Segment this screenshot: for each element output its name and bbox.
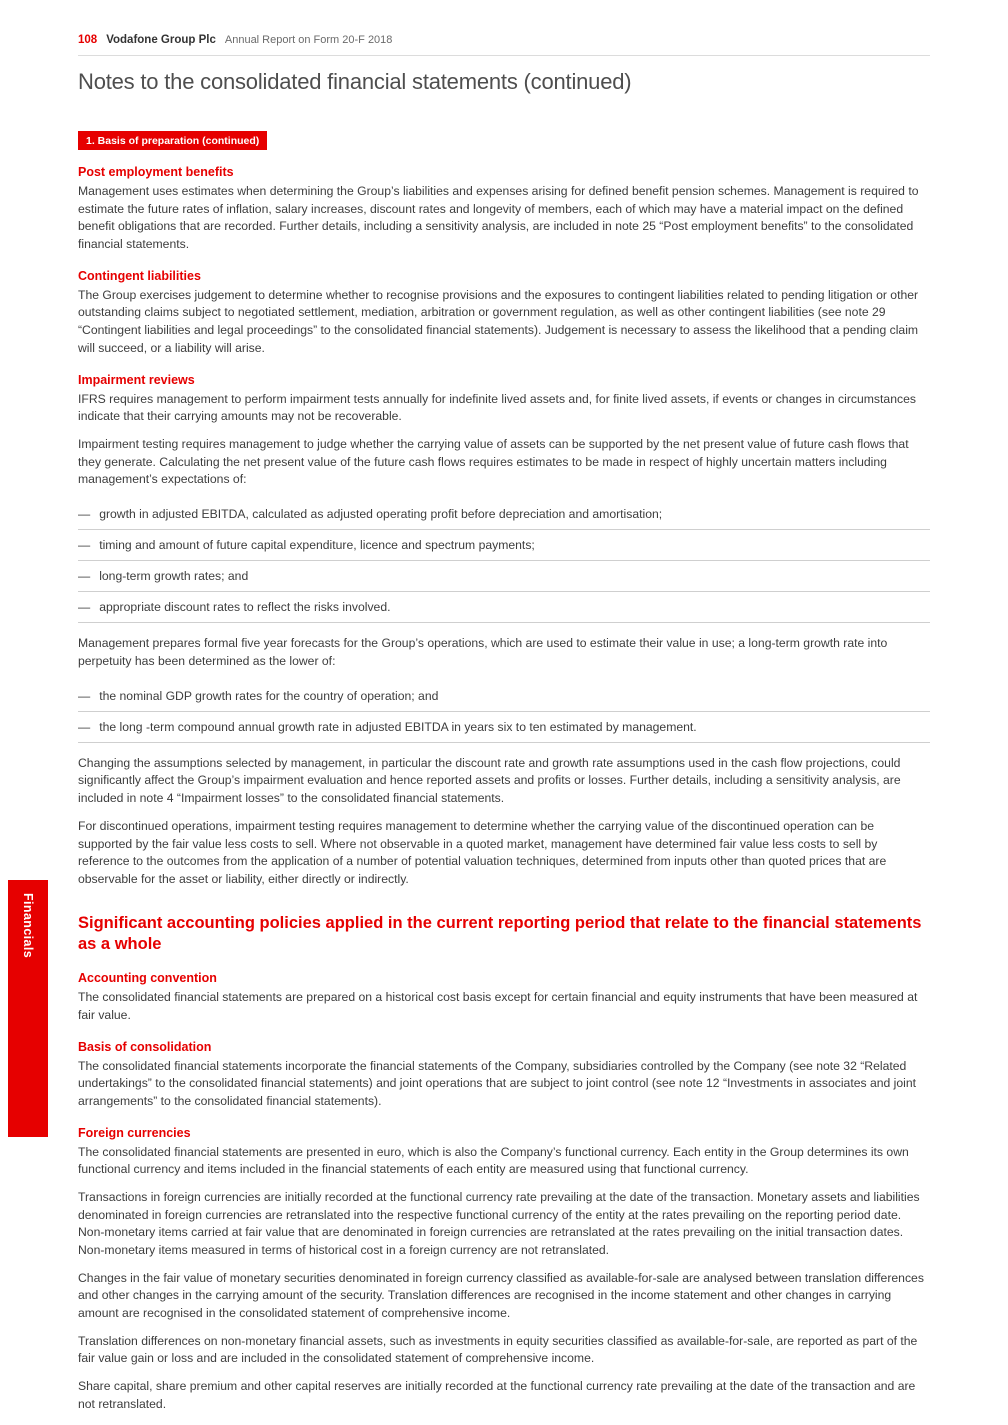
list-item-text: growth in adjusted EBITDA, calculated as adjusted operating profit before depreciation and amortisation; bbox=[99, 506, 663, 521]
list-item bbox=[78, 499, 930, 530]
heading-impairment-reviews: Impairment reviews bbox=[78, 372, 195, 387]
impairment-expectations-list bbox=[78, 499, 930, 623]
list-item bbox=[78, 712, 930, 743]
list-item-text: the nominal GDP growth rates for the country of operation; and bbox=[99, 688, 439, 703]
impairment-paragraph-4: Changing the assumptions selected by management, in particular the discount rate and growth rate assumptions used in the cash flow projections, could significantly affect the Group’s impairment evaluation and hence reported assets and profits or losses. Further details, including a sensitivity analysis, are included in note 4 “Impairment losses” to the consolidated financial statements. bbox=[78, 755, 901, 806]
dash-marker: — bbox=[78, 506, 91, 521]
heading-significant-accounting-policies: Significant accounting policies applied in the current reporting period that relate to the financial statements as a whole bbox=[78, 913, 922, 954]
heading-basis-of-consolidation: Basis of consolidation bbox=[78, 1039, 212, 1054]
dash-marker: — bbox=[78, 688, 91, 703]
dash-marker: — bbox=[78, 569, 91, 584]
side-tab-label: Financials bbox=[21, 893, 35, 959]
foreign-currencies-paragraph-5: Share capital, share premium and other capital reserves are initially recorded at the functional currency rate prevailing at the date of the transaction and are not retranslated. bbox=[78, 1379, 916, 1411]
impairment-paragraph-3: Management prepares formal five year forecasts for the Group’s operations, which are used to estimate their value in use; a long-term growth rate into perpetuity has been determined as the lower of: bbox=[78, 636, 888, 668]
heading-accounting-convention: Accounting convention bbox=[78, 971, 217, 986]
financials-section-tab bbox=[8, 880, 48, 1137]
foreign-currencies-paragraph-2: Transactions in foreign currencies are initially recorded at the functional currency rate prevailing at the date of the transaction. Monetary assets and liabilities denominated in foreign currencies are retranslated into the respective functional currency of the entity at the rates prevailing on the reporting period date. Non-monetary items carried at fair value that are denominated in foreign currencies are retranslated at the rates prevailing on the initial transaction dates. Non-monetary items measured in terms of historical cost in a foreign currency are not retranslated. bbox=[78, 1189, 920, 1257]
foreign-currencies-paragraph-3: Changes in the fair value of monetary securities denominated in foreign currency classified as available-for-sale are analysed between translation differences and other changes in the carrying amount of the security. Translation differences are recognised in the income statement and other changes in carrying amount are recognised in the consolidated statement of comprehensive income. bbox=[78, 1270, 924, 1321]
page-number: 108 bbox=[78, 34, 98, 46]
list-item-text: the long -term compound annual growth rate in adjusted EBITDA in years six to ten estimated by management. bbox=[99, 719, 697, 734]
impairment-paragraph-5: For discontinued operations, impairment testing requires management to determine whether the carrying value of the discontinued operation can be supported by the fair value less costs to sell. Where not observable in a quoted market, management have determined fair value less costs to sell by reference to the outcomes from the application of a number of potential valuation techniques, determined from inputs other than quoted prices that are observable for the asset or liability, either directly or indirectly. bbox=[78, 818, 887, 886]
accounting-convention-paragraph: The consolidated financial statements are prepared on a historical cost basis except for certain financial and equity instruments that have been measured at fair value. bbox=[78, 990, 918, 1022]
foreign-currencies-paragraph-4: Translation differences on non-monetary financial assets, such as investments in equity securities classified as available-for-sale, are reported as part of the fair value gain or loss and are included in the consolidated statement of comprehensive income. bbox=[78, 1333, 918, 1366]
impairment-paragraph-1: IFRS requires management to perform impairment tests annually for indefinite lived assets and, for finite lived assets, if events or changes in circumstances indicate that their carrying amounts may not be recoverable. bbox=[78, 391, 916, 424]
list-item bbox=[78, 681, 930, 712]
growth-rate-list bbox=[78, 681, 930, 743]
company-name: Vodafone Group Plc bbox=[106, 34, 216, 46]
dash-marker: — bbox=[78, 600, 91, 615]
list-item bbox=[78, 530, 930, 561]
report-title: Annual Report on Form 20-F 2018 bbox=[224, 34, 393, 46]
heading-foreign-currencies: Foreign currencies bbox=[78, 1125, 191, 1140]
list-item-text: appropriate discount rates to reflect the risks involved. bbox=[99, 600, 391, 615]
impairment-paragraph-2: Impairment testing requires management to judge whether the carrying value of assets can be supported by the net present value of future cash flows that they generate. Calculating the net present value of the future cash flows requires estimates to be made in respect of highly uncertain matters including management’s expectations of: bbox=[78, 436, 909, 487]
basis-of-consolidation-paragraph: The consolidated financial statements incorporate the financial statements of the Company, subsidiaries controlled by the Company (see note 32 “Related undertakings” to the consolidated financial statements) and joint operations that are subject to joint control (see note 12 “Investments in associates and joint arrangements” to the consolidated financial statements). bbox=[78, 1058, 917, 1108]
contingent-liabilities-paragraph: The Group exercises judgement to determine whether to recognise provisions and the exposures to contingent liabilities related to pending litigation or other outstanding claims subject to negotiated settlement, mediation, arbitration or government regulation, as well as other contingent liabilities (see note 29 “Contingent liabilities and legal proceedings” to the consolidated financial statements). Judgement is necessary to assess the likelihood that a pending claim will succeed, or a liability will arise. bbox=[78, 287, 919, 355]
foreign-currencies-paragraph-1: The consolidated financial statements are presented in euro, which is also the Company’s functional currency. Each entity in the Group determines its own functional currency and items included in the financial statements of each entity are measured using that functional currency. bbox=[78, 1144, 909, 1177]
list-item-text: long-term growth rates; and bbox=[99, 569, 249, 584]
heading-post-employment-benefits: Post employment benefits bbox=[78, 165, 234, 179]
page-title: Notes to the consolidated financial statements (continued) bbox=[78, 69, 632, 94]
page-header bbox=[78, 34, 930, 56]
list-item-text: timing and amount of future capital expenditure, licence and spectrum payments; bbox=[99, 538, 535, 553]
list-item bbox=[78, 592, 930, 623]
dash-marker: — bbox=[78, 719, 91, 734]
post-employment-paragraph: Management uses estimates when determining the Group’s liabilities and expenses arising for defined benefit pension schemes. Management is required to estimate the future rates of inflation, salary increases, discount rates and longevity of members, each of which may have a material impact on the defined benefit obligations that are recorded. Further details, including a sensitivity analysis, are included in note 25 “Post employment benefits” to the consolidated financial statements. bbox=[78, 184, 919, 252]
heading-contingent-liabilities: Contingent liabilities bbox=[78, 268, 201, 283]
dash-marker: — bbox=[78, 538, 91, 553]
list-item bbox=[78, 561, 930, 592]
basis-of-preparation-badge: 1. Basis of preparation (continued) bbox=[78, 131, 267, 150]
